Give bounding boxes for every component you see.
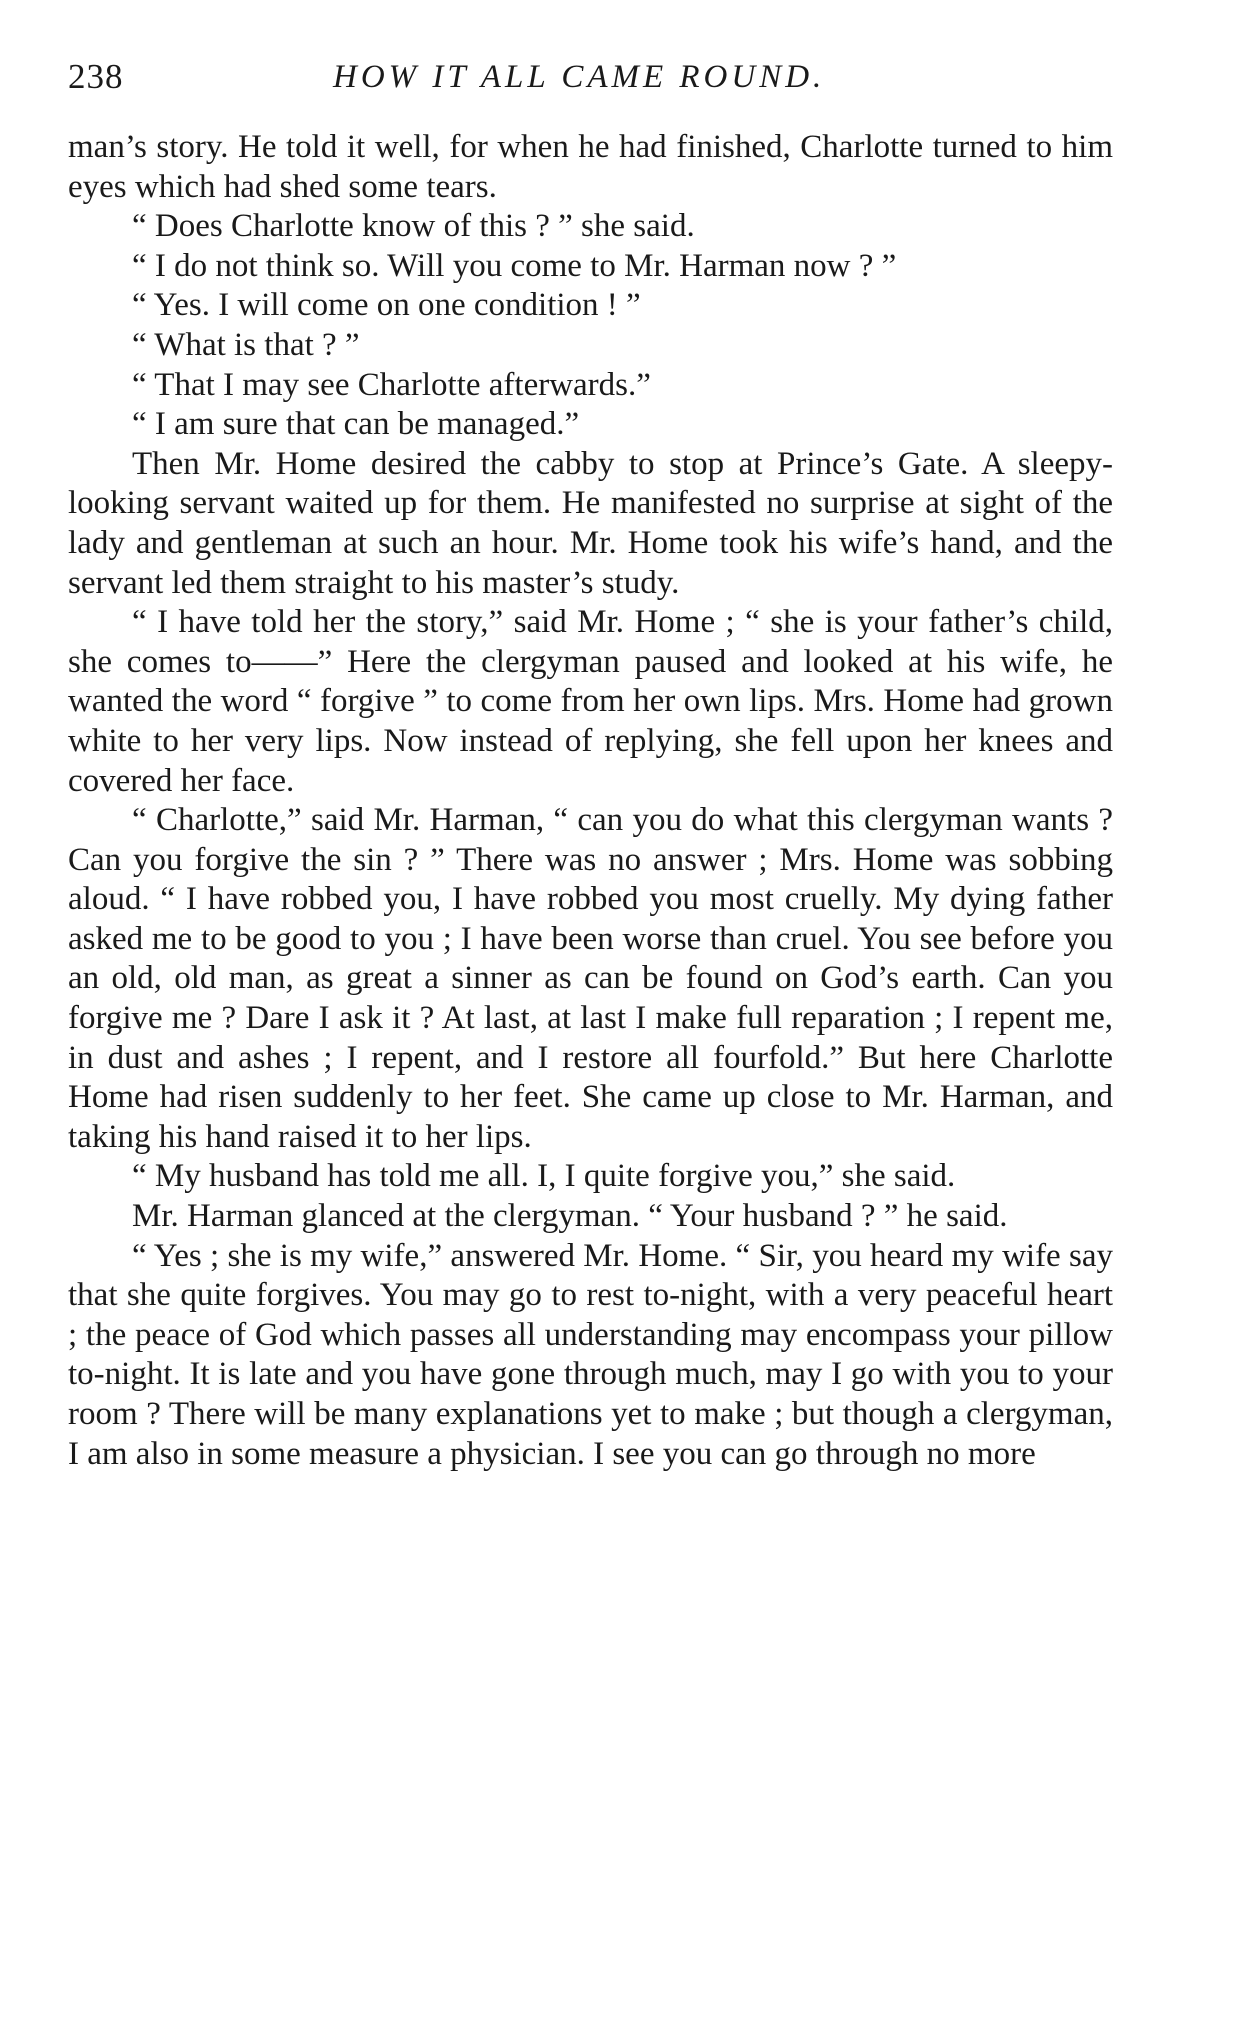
- paragraph: “ I have told her the story,” said Mr. Home ; “ she is your father’s child, she comes to——” Here the clergyman paused and looked at his wife, he wanted the word “ forgive ” to come from her own lips. Mrs. Home had grown white to her very lips. Now instead of replying, she fell upon her knees and covered her face.: [68, 604, 1113, 799]
- paragraph: “ Yes. I will come on one condition ! ”: [132, 287, 641, 324]
- paragraph: “ Charlotte,” said Mr. Harman, “ can you do what this clergyman wants ? Can you forgive the sin ? ” There was no answer ; Mrs. Home was sobbing aloud. “ I have robbed you, I have robbed you most cruelly. My dying father asked me to be good to you ; I have been worse than cruel. You see before you an old, old man, as great a sinner as can be found on God’s earth. Can you forgive me ? Dare I ask it ? At last, at last I make full reparation ; I repent me, in dust and ashes ; I repent, and I restore all fourfold.” But here Charlotte Home had risen suddenly to her feet. She came up close to Mr. Harman, and taking his hand raised it to her lips.: [68, 802, 1113, 1155]
- page-number: 238: [68, 57, 124, 96]
- running-title: HOW IT ALL CAME ROUND.: [333, 59, 826, 95]
- body-text: [68, 128, 1113, 1474]
- paragraph: “ Does Charlotte know of this ? ” she said.: [132, 208, 695, 245]
- paragraph: man’s story. He told it well, for when he had finished, Charlotte turned to him eyes which had shed some tears.: [68, 129, 1113, 205]
- paragraph: “ That I may see Charlotte afterwards.”: [132, 366, 651, 403]
- paragraph: “ My husband has told me all. I, I quite forgive you,” she said.: [132, 1158, 956, 1195]
- paragraph: “ Yes ; she is my wife,” answered Mr. Home. “ Sir, you heard my wife say that she quite forgives. You may go to rest to-night, with a very peaceful heart ; the peace of God which passes all understanding may encompass your pillow to-night. It is late and you have gone through much, may I go with you to your room ? There will be many explanations yet to make ; but though a clergyman, I am also in some measure a physician. I see you can go through no more: [68, 1237, 1113, 1472]
- paragraph: “ I am sure that can be managed.”: [132, 406, 580, 443]
- paragraph: Then Mr. Home desired the cabby to stop at Prince’s Gate. A sleepy-looking servant waited up for them. He manifested no surprise at sight of the lady and gentleman at such an hour. Mr. Home took his wife’s hand, and the servant led them straight to his master’s study.: [68, 445, 1113, 601]
- paragraph: “ I do not think so. Will you come to Mr. Harman now ? ”: [132, 247, 897, 284]
- paragraph: Mr. Harman glanced at the clergyman. “ Your husband ? ” he said.: [132, 1198, 1008, 1235]
- running-head: [68, 52, 1113, 102]
- paragraph: “ What is that ? ”: [132, 326, 360, 363]
